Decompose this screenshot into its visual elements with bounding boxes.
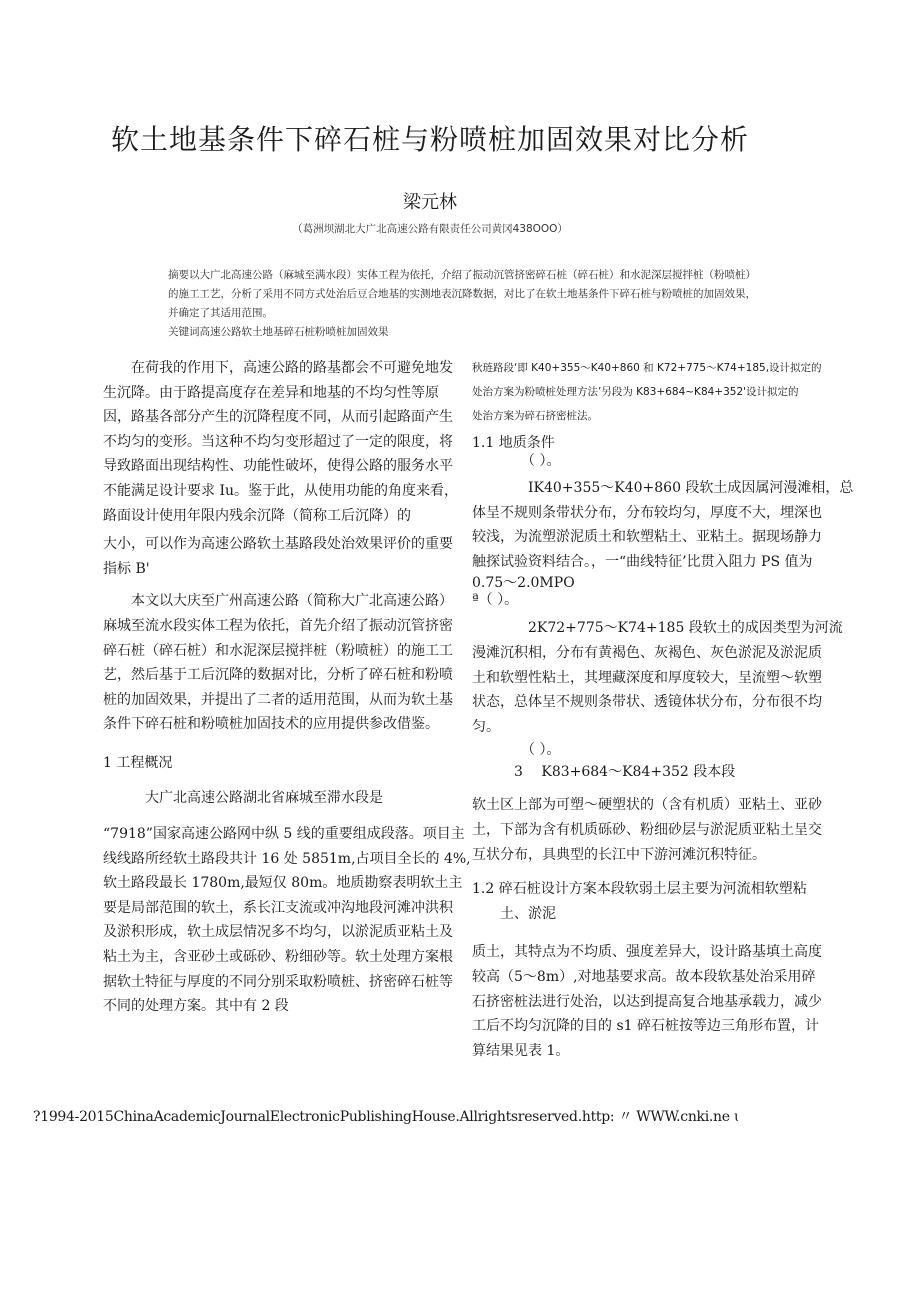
text-line: 碎石桩（碎石桩）和水泥深层搅拌桩（粉喷桩）的施工工 xyxy=(103,642,453,659)
text-line: 0.75～2.0MPO xyxy=(472,575,575,592)
text-line: ª（ ）。 xyxy=(472,592,519,609)
text-line: 体呈不规则条带状分布，分布较均匀，厚度不大，埋深也 xyxy=(472,504,822,521)
geology-paragraph-3 xyxy=(472,793,822,867)
section-heading: 1.2 碎石桩设计方案本段软弱土层主要为河流相软塑粘 xyxy=(472,881,807,898)
text-line: 不同的处理方案。其中有 2 段 xyxy=(103,998,289,1015)
text-line: 秋琏路段‘即 K40+355～K40+860 和 K72+775～K74+185,设计拟定的 xyxy=(472,362,822,374)
text-line: 处治方案为粉喷桩处理方法’另段为 K83+684~K84+352'设计拟定的 xyxy=(472,386,799,398)
right-column xyxy=(472,356,854,1063)
text-line: 不能满足设计要求 Iu。鉴于此，从使用功能的角度来看， xyxy=(103,482,458,499)
text-line: 工后不均匀沉降的目的 s1 碎石桩按等边三角形布置，计 xyxy=(472,1018,819,1035)
text-line: 麻城至流水段实体工程为依托，首先介绍了振动沉管挤密 xyxy=(103,617,453,634)
text-line: 本文以大庆至广州高速公路（简称大广北高速公路） xyxy=(103,593,453,610)
text-line: 导致路面出现结构性、功能性破坏，使得公路的服务水平 xyxy=(103,458,453,475)
abstract-block xyxy=(168,266,808,342)
text-line: 状态，总体呈不规则条带状、透镜体状分布，分布很不均 xyxy=(472,694,822,711)
text-line: 条件下碎石桩和粉喷桩加固技术的应用提供参改借鉴。 xyxy=(103,716,439,733)
text-line: 指标 B' xyxy=(103,560,150,577)
text-line: 路面设计使用年限内残余沉降（简称工后沉降）的 xyxy=(103,507,411,524)
text-line: 3 K83+684～K84+352 段本段 xyxy=(472,764,736,781)
text-line: 大小，可以作为高速公路软土基路段处治效果评价的重要 xyxy=(103,536,453,553)
text-line: 不均匀的变形。当这种不均匀变形超过了一定的限度，将 xyxy=(103,433,453,450)
abstract-line: 并确定了其适用范围。 xyxy=(168,307,273,319)
text-line: 因，路基各部分产生的沉降程度不同，从而引起路面产生 xyxy=(103,409,453,426)
text-line: 较高（5～8m）,对地基要求高。故本段软基处治采用碎 xyxy=(472,968,816,985)
text-line: 艺，然后基于工后沉降的数据对比，分析了碎石桩和粉喷 xyxy=(103,667,453,684)
text-line: 据软土特征与厚度的不同分别采取粉喷桩、挤密碎石桩等 xyxy=(103,973,453,990)
text-line: 大广北高速公路湖北省麻城至滞水段是 xyxy=(103,789,383,806)
segment-note xyxy=(472,356,822,428)
text-line: 及淤积形成，软土成层情况多不均匀，以淤泥质亚粘土及 xyxy=(103,924,453,941)
overview-paragraph xyxy=(103,822,471,1019)
text-line: IK40+355～K40+860 段软土成因属河漫滩相，总 xyxy=(472,480,854,496)
text-line: 线线路所经软土路段共计 16 处 5851m,占项目全长的 4%, xyxy=(103,850,471,867)
text-line: 触探试验资料结合。，一“曲线特征’比贯入阻力 PS 值为 xyxy=(472,553,813,570)
text-line: 土和软塑性粘土，其埋藏深度和厚度较大，呈流塑～软塑 xyxy=(472,669,822,686)
intro-paragraph xyxy=(103,356,458,581)
text-line: 粘土为主，含亚砂土或砾砂、粉细砂等。软土处理方案根 xyxy=(103,949,453,966)
purpose-paragraph xyxy=(103,589,453,737)
copyright-footer: ?1994-2015ChinaAcademicJournalElectronicPublishingHouse.Allrightsreserved.http: 〃 WWW.cnki.ne ɩ xyxy=(33,1109,740,1125)
geology-paragraph-1 xyxy=(472,476,854,609)
design-paragraph xyxy=(472,940,822,1063)
geology-paragraph-2 xyxy=(472,616,843,739)
text-line: 漫滩沉积相，分布有黄褐色、灰褐色、灰色淤泥及淤泥质 xyxy=(472,644,822,661)
text-line: 处治方案为碎石挤密桩法。 xyxy=(472,410,598,422)
text-line: 软土路段最长 1780m,最短仅 80m。地质勘察表明软土主 xyxy=(103,875,463,892)
text-line: 互状分布，具典型的长江中下游河滩沉积特征。 xyxy=(472,846,766,863)
text-line: 软土区上部为可塑～硬塑状的（含有机质）亚粘土、亚砂 xyxy=(472,797,822,814)
abstract-line: 的施工工艺，分析了采用不同方式处治后豆合地基的实测地表沉降数据，对比了在软土地基条件下碎石桩与粉喷桩的加固效果， xyxy=(168,288,756,300)
paper-title: 软土地基条件下碎石桩与粉喷桩加固效果对比分析 xyxy=(110,123,749,156)
section-heading: 1.1 地质条件 xyxy=(472,435,555,451)
left-column xyxy=(103,356,471,1019)
text-line: 桩的加固效果，并提出了二者的适用范围，从而为软土基 xyxy=(103,691,453,708)
author-affiliation: （葛洲坝湖北大广北高速公路有限责任公司黄冈438OOO） xyxy=(292,223,568,235)
text-line: 生沉降。由于路提高度存在差异和地基的不均匀性等原 xyxy=(103,384,439,401)
text-line: 质土，其特点为不均质、强度差异大，设计路基填土高度 xyxy=(472,944,822,961)
text-line: 算结果见表 1。 xyxy=(472,1042,570,1059)
text-line: （ ）。 xyxy=(472,453,561,469)
text-line: 匀。 xyxy=(472,718,500,735)
text-line: “7918”国家高速公路网中纵 5 线的重要组成段落。项目主 xyxy=(103,826,465,843)
keywords-line: 关键词高速公路软土地基碎石桩粉喷桩加固效果 xyxy=(168,326,389,338)
text-line: 土，下部为含有机质砾砂、粉细砂层与淤泥质亚粘土呈交 xyxy=(472,821,822,838)
text-line: 2K72+775～K74+185 段软土的成因类型为河流 xyxy=(472,620,843,637)
section-heading: 土、淤泥 xyxy=(472,905,556,922)
text-line: （ ）。 xyxy=(472,742,561,759)
text-line: 石挤密桩法进行处治，以达到提高复合地基承载力，减少 xyxy=(472,993,822,1010)
abstract-line: 摘要以大广北高速公路（麻城至满水段）实体工程为依托，介绍了振动沉管挤密碎石桩（碎石桩）和水泥深层搅拌桩（粉喷桩） xyxy=(168,269,756,281)
section-heading: 1 工程概况 xyxy=(103,754,173,771)
author-name: 梁元林 xyxy=(403,192,457,213)
text-line: 要是局部范围的软土，系长江支流或冲沟地段河滩冲洪积 xyxy=(103,899,453,916)
text-line: 较浅，为流塑淤泥质土和软塑粘土、亚粘土。据现场静力 xyxy=(472,529,822,546)
text-line: 在荷我的作用下，高速公路的路基都会不可避免地发 xyxy=(103,360,453,376)
